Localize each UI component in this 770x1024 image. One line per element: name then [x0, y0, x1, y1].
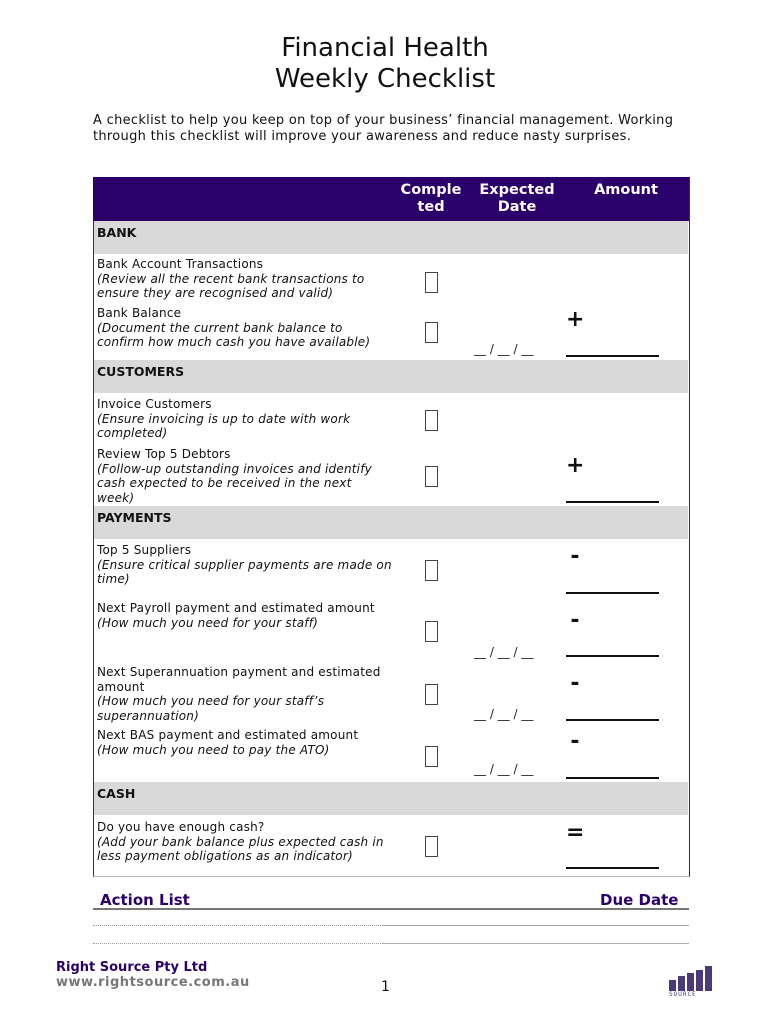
header-expected-1: Expected: [479, 182, 555, 198]
completed-checkbox[interactable]: [425, 746, 438, 767]
checklist-item: [97, 543, 392, 587]
amount-field[interactable]: [566, 355, 659, 357]
completed-checkbox[interactable]: [425, 560, 438, 581]
item-title: Bank Balance: [97, 306, 182, 320]
item-title: Next Superannuation payment and estimated amount: [97, 665, 381, 694]
amount-field[interactable]: [566, 867, 659, 869]
action-list-heading: Action List: [100, 891, 190, 909]
amount-field[interactable]: [566, 777, 659, 779]
section-cash: [94, 782, 688, 815]
item-note: (How much you need for your staff’s superannuation): [97, 694, 325, 723]
due-date-line[interactable]: [383, 925, 689, 926]
item-title: Next Payroll payment and estimated amount: [97, 601, 375, 615]
action-line[interactable]: [93, 943, 383, 944]
item-title: Bank Account Transactions: [97, 257, 264, 271]
svg-text:SOURCE: SOURCE: [669, 991, 697, 997]
item-note: (Add your bank balance plus expected cash in less payment obligations as an indicator): [97, 834, 384, 863]
checklist-item: [97, 820, 392, 864]
right-source-logo: [668, 965, 716, 997]
item-title: Next BAS payment and estimated amount: [97, 728, 359, 742]
completed-checkbox[interactable]: [425, 322, 438, 343]
item-note: (Document the current bank balance to confirm how much cash you have available): [97, 320, 371, 349]
minus-sign: -: [570, 608, 580, 633]
due-date-heading: Due Date: [600, 891, 679, 909]
due-date-line[interactable]: [383, 943, 689, 944]
plus-sign: +: [566, 453, 585, 478]
item-note: (Ensure critical supplier payments are made on time): [97, 557, 392, 586]
checklist-item: [97, 665, 392, 723]
header-expected-2: Date: [497, 199, 537, 215]
item-note: (Review all the recent bank transactions to ensure they are recognised and valid): [97, 271, 365, 300]
title-line-2: Weekly Checklist: [274, 64, 496, 94]
plus-sign: +: [566, 307, 585, 332]
header-expected-date: [471, 182, 563, 216]
divider: [93, 908, 689, 910]
checklist-item: [97, 306, 392, 350]
item-note: (How much you need for your staff): [97, 615, 319, 630]
expected-date-field[interactable]: __ / __ / __: [474, 342, 534, 356]
minus-sign: -: [570, 729, 580, 754]
equals-sign: =: [566, 820, 585, 845]
section-label: PAYMENTS: [97, 510, 172, 525]
section-label: BANK: [97, 225, 137, 240]
amount-field[interactable]: [566, 719, 659, 721]
page-title: [0, 33, 770, 95]
item-title: Invoice Customers: [97, 397, 212, 411]
amount-field[interactable]: [566, 655, 659, 657]
checklist-item: [97, 257, 392, 301]
page-number: 1: [381, 979, 390, 995]
section-payments: [94, 506, 688, 539]
completed-checkbox[interactable]: [425, 684, 438, 705]
completed-checkbox[interactable]: [425, 836, 438, 857]
checklist-item: [97, 397, 392, 441]
completed-checkbox[interactable]: [425, 466, 438, 487]
header-completed-2: ted: [417, 199, 445, 215]
item-note: (Ensure invoicing is up to date with work completed): [97, 411, 351, 440]
company-website[interactable]: www.rightsource.com.au: [56, 975, 250, 990]
expected-date-field[interactable]: __ / __ / __: [474, 762, 534, 776]
section-label: CUSTOMERS: [97, 364, 185, 379]
completed-checkbox[interactable]: [425, 621, 438, 642]
action-line[interactable]: [93, 925, 383, 926]
minus-sign: -: [570, 671, 580, 696]
item-note: (Follow-up outstanding invoices and identify cash expected to be received in the next week): [97, 461, 372, 505]
title-line-1: Financial Health: [281, 33, 489, 63]
header-completed-1: Comple: [400, 182, 462, 198]
header-completed: [393, 182, 469, 216]
amount-field[interactable]: [566, 501, 659, 503]
checklist-item: [97, 728, 392, 757]
company-name: Right Source Pty Ltd: [56, 960, 208, 975]
minus-sign: -: [570, 544, 580, 569]
intro-text: A checklist to help you keep on top of your business’ financial management. Working through this checklist will improve your awareness and reduce nasty surprises.: [93, 113, 674, 144]
checklist-item: [97, 447, 392, 505]
section-customers: [94, 360, 688, 393]
amount-field[interactable]: [566, 592, 659, 594]
expected-date-field[interactable]: __ / __ / __: [474, 707, 534, 721]
header-amount: Amount: [594, 182, 658, 198]
completed-checkbox[interactable]: [425, 410, 438, 431]
section-bank: [94, 221, 688, 254]
table-header: [93, 177, 689, 221]
section-label: CASH: [97, 786, 136, 801]
item-title: Review Top 5 Debtors: [97, 447, 231, 461]
expected-date-field[interactable]: __ / __ / __: [474, 645, 534, 659]
item-note: (How much you need to pay the ATO): [97, 742, 330, 757]
item-title: Top 5 Suppliers: [97, 543, 192, 557]
item-title: Do you have enough cash?: [97, 820, 265, 834]
completed-checkbox[interactable]: [425, 272, 438, 293]
checklist-item: [97, 601, 392, 630]
